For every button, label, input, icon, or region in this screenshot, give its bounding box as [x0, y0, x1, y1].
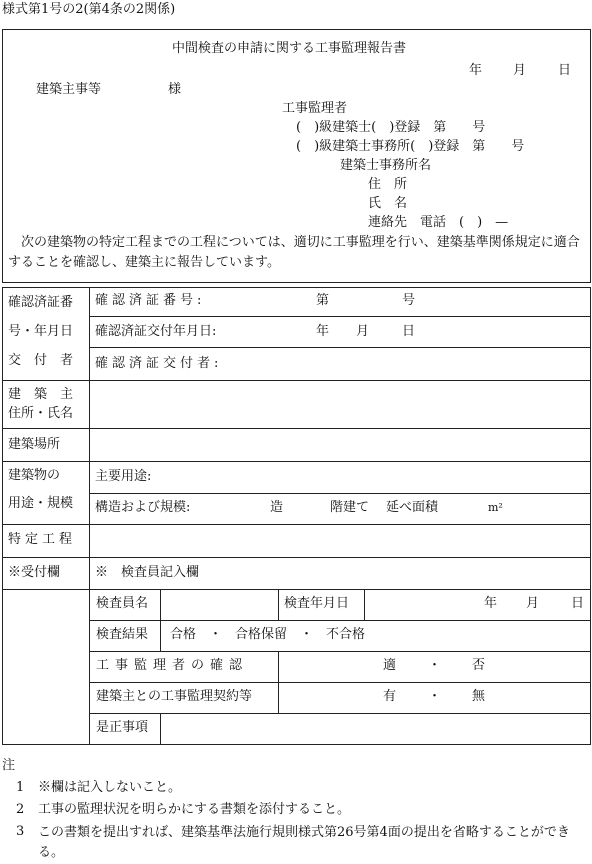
structure-area-unit: m² — [488, 501, 503, 514]
reception-label: ※受付欄 — [8, 565, 61, 580]
inspection-date-label: 検査年月日 — [284, 596, 350, 611]
license-line: ( )級建築士( )登録 第 号 — [296, 120, 486, 135]
certificate-number-label: 確認済証番号: — [95, 293, 206, 308]
inspection-date-day: 日 — [571, 596, 585, 611]
addressee: 建築主事等 — [36, 82, 102, 97]
contract-separator: ・ — [428, 689, 442, 704]
structure-floors: 階建て — [330, 500, 370, 515]
note-1-text: ※欄は記入しないこと。 — [38, 780, 182, 795]
certificate-label-1: 確認済証番 — [8, 295, 74, 310]
addressee-suffix: 様 — [168, 82, 182, 97]
structure-type: 造 — [270, 500, 284, 515]
structure-label: 構造および規模: — [95, 500, 191, 515]
confirm-separator: ・ — [428, 658, 442, 673]
label-column-divider — [89, 287, 90, 589]
certificate-label-2: 号・年月日 — [8, 324, 74, 339]
office-name: 建築士事務所名 — [340, 158, 432, 173]
inspector-name-label: 検査員名 — [96, 596, 149, 611]
office-line: ( )級建築士事務所( )登録 第 号 — [296, 139, 525, 154]
name-label: 氏 名 — [368, 196, 408, 211]
contract-label: 建築主との工事監理契約等 — [96, 689, 253, 704]
certificate-date-day: 日 — [402, 324, 416, 339]
note-3-number: 3 — [16, 824, 25, 839]
process-label: 特定工程 — [8, 532, 77, 547]
confirm-option-ok: 適 — [383, 658, 397, 673]
structure-area-label: 延べ面積 — [386, 500, 439, 515]
owner-label-1: 建 築 主 — [8, 387, 74, 402]
date-day: 日 — [558, 63, 572, 78]
supervisor-confirm-label: 工事監理者の確認 — [96, 658, 249, 673]
inspector-note: ※ 検査員記入欄 — [95, 565, 200, 580]
certificate-issuer-label: 確認済証交付者: — [95, 356, 223, 371]
statement: 次の建築物の特定工程までの工程については、適切に工事監理を行い、建築基準関係規定に適合することを確認し、建築主に報告しています。 — [8, 235, 580, 270]
date-month: 月 — [513, 63, 527, 78]
certificate-date-year: 年 — [316, 324, 330, 339]
certificate-label-3: 交 付 者 — [8, 353, 74, 368]
certificate-date-month: 月 — [356, 324, 370, 339]
address-label: 住 所 — [368, 177, 408, 192]
supervisor-label: 工事監理者 — [282, 101, 348, 116]
notes-heading: 注 — [2, 758, 16, 773]
certificate-date-label: 確認済証交付年月日: — [95, 324, 217, 339]
contract-option-no: 無 — [472, 689, 486, 704]
inspection-date-year: 年 — [484, 596, 498, 611]
certificate-number-prefix: 第 — [316, 293, 330, 308]
note-3-text: この書類を提出すれば、建築基準法施行規則様式第26号第4面の提出を省略することができる。 — [38, 825, 570, 860]
site-label: 建築場所 — [8, 437, 61, 452]
inspection-date-month: 月 — [526, 596, 540, 611]
contact-label: 連絡先 電話 ( ) — — [368, 215, 509, 230]
use-label-1: 建築物の — [8, 468, 61, 483]
inspection-result-label: 検査結果 — [96, 627, 149, 642]
note-2-number: 2 — [16, 802, 25, 817]
use-label-2: 用途・規模 — [8, 496, 74, 511]
contract-option-yes: 有 — [383, 689, 397, 704]
report-title: 中間検査の申請に関する工事監理報告書 — [172, 41, 407, 56]
form-id: 様式第1号の2(第4条の2関係) — [2, 2, 176, 17]
inspection-result-options: 合格 ・ 合格保留 ・ 不合格 — [170, 627, 366, 642]
main-use-label: 主要用途: — [95, 469, 152, 484]
note-1-number: 1 — [16, 780, 25, 795]
date-year: 年 — [469, 63, 483, 78]
certificate-number-suffix: 号 — [402, 293, 416, 308]
correction-label: 是正事項 — [96, 720, 149, 735]
note-2-text: 工事の監理状況を明らかにする書類を添付すること。 — [38, 802, 351, 817]
owner-label-2: 住所・氏名 — [8, 406, 74, 421]
confirm-option-ng: 否 — [472, 658, 486, 673]
